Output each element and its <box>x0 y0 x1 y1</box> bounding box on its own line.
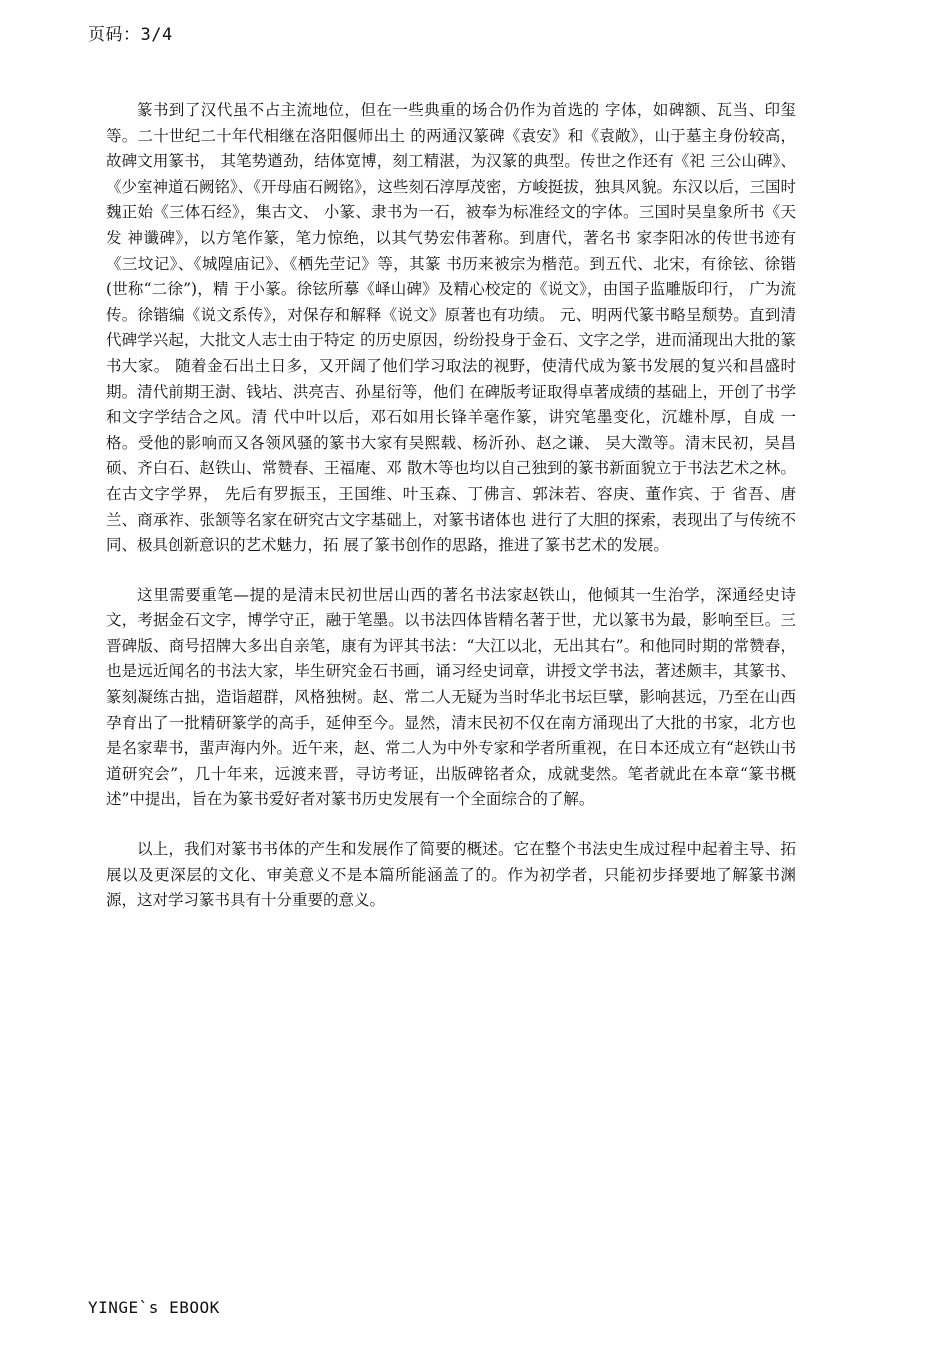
paragraph-zhao-tieshan: 这里需要重笔—提的是清末民初世居山西的著名书法家赵铁山，他倾其一生治学，深通经史诗文，考据金石文字，博学守正，融于笔墨。以书法四体皆精名著于世，尤以篆书为最，影响至巨。三晋碑版、商号招牌大多出自亲笔，康有为评其书法：“大江以北，无出其右”。和他同时期的常赞春，也是远近闻名的书法大家，毕生研究金石书画，诵习经史词章，讲授文学书法，著述颇丰，其篆书、篆刻凝练古拙，造诣超群，风格独树。赵、常二人无疑为当时华北书坛巨擘，影响甚远，乃至在山西孕育出了一批精研篆学的高手，延伸至今。显然，清末民初不仅在南方涌现出了大批的书家，北方也是名家辈书，蜚声海内外。近午来，赵、常二人为中外专家和学者所重视，在日本还成立有“赵铁山书道研究会”，几十年来，远渡来晋，寻访考证，出版碑铭者众，成就斐然。笔者就此在本章“篆书概述”中提出，旨在为篆书爱好者对篆书历史发展有一个全面综合的了解。 <box>106 585 796 809</box>
paragraph-summary: 以上，我们对篆书书体的产生和发展作了简要的概述。它在整个书法史生成过程中起着主导、拓展以及更深层的文化、审美意义不是本篇所能涵盖了的。作为初学者，只能初步择要地了解篆书渊源，这对学习篆书具有十分重要的意义。 <box>106 840 796 910</box>
page-number: 页码：3/4 <box>88 25 173 45</box>
paragraph-seal-script-history: 篆书到了汉代虽不占主流地位，但在一些典重的场合仍作为首选的 字体，如碑额、瓦当、印玺等。二十世纪二十年代相继在洛阳偃师出土 的两通汉篆碑《袁安》和《袁敞》，山于墓主身份较高，故碑文用篆书， 其笔势遒劲，结体宽博，刻工精湛，为汉篆的典型。传世之作还有《祀 三公山碑》、《少室神道石阙铭》、《开母庙石阙铭》，这些刻石淳厚茂密，方峻挺拔，独具风貌。东汉以后，三国时魏正始《三体石经》，集古文、 小篆、隶书为一石，被奉为标准经文的字体。三国时吴皇象所书《天发 神谶碑》，以方笔作篆，笔力惊绝，以其气势宏伟著称。到唐代，著名书 家李阳冰的传世书迹有《三坟记》、《城隍庙记》、《栖先茔记》等，其篆 书历来被宗为楷范。到五代、北宋，有徐铉、徐锴(世称“二徐”)，精 于小篆。徐铉所摹《峄山碑》及精心校定的《说文》，由国子监雕版印行， 广为流传。徐锴编《说文系传》，对保存和解释《说文》原著也有功绩。 元、明两代篆书略呈颓势。直到清代碑学兴起，大批文人志士由于特定 的历史原因，纷纷投身于金石、文字之学，进而涌现出大批的篆书大家。 随着金石出土日多，又开阔了他们学习取法的视野，使清代成为篆书发展的复兴和昌盛时期。清代前期王澍、钱坫、洪亮吉、孙星衍等，他们 在碑版考证取得卓著成绩的基础上，开创了书学和文字学结合之风。清 代中叶以后，邓石如用长锋羊毫作篆，讲究笔墨变化，沉雄朴厚，自成 一格。受他的影响而又各领风骚的篆书大家有吴熙载、杨沂孙、赵之谦、 吴大澂等。清末民初，吴昌硕、齐白石、赵铁山、常赞春、王福庵、邓 散木等也均以自己独到的篆书新面貌立于书法艺术之林。在古文字学界， 先后有罗振玉，王国维、叶玉森、丁佛言、郭沫若、容庚、董作宾、于 省吾、唐兰、商承祚、张颔等名家在研究古文字基础上，对篆书诸体也 进行了大胆的探索，表现出了与传统不同、极具创新意识的艺术魅力，拓 展了篆书创作的思路，推进了篆书艺术的发展。 <box>106 101 796 555</box>
footer-brand: YINGE`s EBOOK <box>88 1298 220 1317</box>
article-body <box>106 98 796 938</box>
